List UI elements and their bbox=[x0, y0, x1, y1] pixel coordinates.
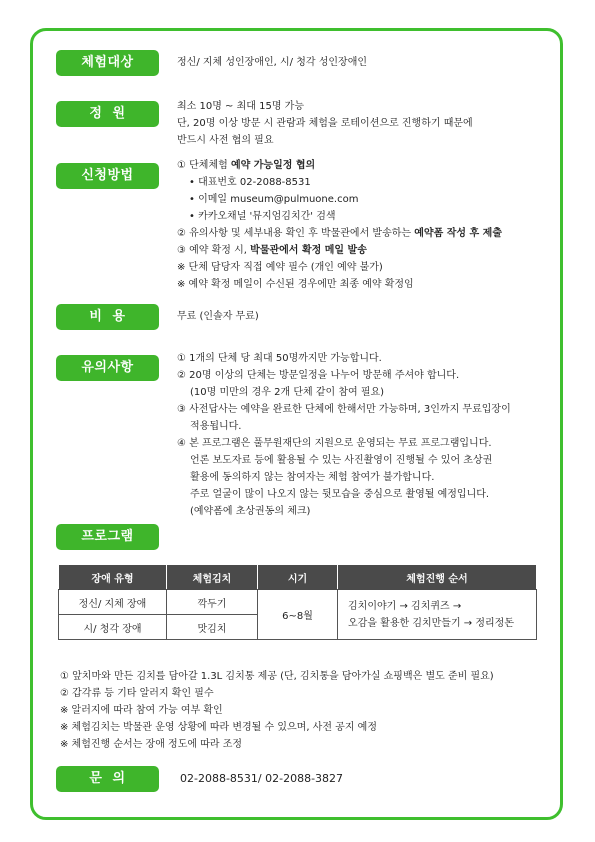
footnote: ※ 알러지에 따라 참여 가능 여부 확인 bbox=[60, 705, 223, 716]
order-line: 김치이야기 → 김치퀴즈 → bbox=[348, 600, 462, 612]
table-row bbox=[59, 590, 537, 615]
footnote: ① 앞치마와 만든 김치를 담아갈 1.3L 김치통 제공 (단, 김치통을 담아가실 쇼핑백은 별도 준비 필요) bbox=[60, 671, 494, 682]
apply-line: ※ 예약 확정 메일이 수신된 경우에만 최종 예약 확정임 bbox=[177, 279, 414, 290]
apply-line: ③ 예약 확정 시, 박물관에서 확정 메일 발송 bbox=[177, 245, 367, 256]
notes-line: (10명 미만의 경우 2개 단체 같이 참여 필요) bbox=[190, 387, 385, 398]
footnote: ※ 체험김치는 박물관 운영 상황에 따라 변경될 수 있으며, 사전 공지 예정 bbox=[60, 722, 378, 733]
program-header-row bbox=[59, 565, 537, 590]
apply-line: ② 유의사항 및 세부내용 확인 후 박물관에서 발송하는 예약폼 작성 후 제출 bbox=[177, 228, 502, 239]
notes-line: 활용에 동의하지 않는 참여자는 체험 참여가 불가합니다. bbox=[190, 472, 435, 483]
notes-line: 주로 얼굴이 많이 나오지 않는 뒷모습을 중심으로 촬영될 예정입니다. bbox=[190, 489, 490, 500]
notes-line: ④ 본 프로그램은 풀무원재단의 지원으로 운영되는 무료 프로그램입니다. bbox=[177, 438, 492, 449]
notes-label: 유의사항 bbox=[56, 355, 159, 381]
footnotes bbox=[60, 668, 494, 753]
cell-period: 6~8월 bbox=[258, 590, 338, 640]
header-order: 체험진행 순서 bbox=[338, 565, 537, 590]
cell-kimchi: 맛김치 bbox=[167, 615, 258, 640]
target-text: 정신/ 지체 성인장애인, 시/ 청각 성인장애인 bbox=[177, 57, 368, 68]
capacity-text bbox=[177, 98, 473, 149]
notes-line: (예약폼에 초상권동의 체크) bbox=[190, 506, 311, 517]
notes-line: 언론 보도자료 등에 활용될 수 있는 사진촬영이 진행될 수 있어 초상권 bbox=[190, 455, 493, 466]
capacity-line: 단, 20명 이상 방문 시 관람과 체험을 로테이션으로 진행하기 때문에 bbox=[177, 118, 473, 129]
contact-label: 문 의 bbox=[56, 766, 159, 792]
header-kimchi: 체험김치 bbox=[167, 565, 258, 590]
apply-line: ※ 단체 담당자 직접 예약 필수 (개인 예약 불가) bbox=[177, 262, 383, 273]
program-label: 프로그램 bbox=[56, 524, 159, 550]
notes-line: ① 1개의 단체 당 최대 50명까지만 가능합니다. bbox=[177, 353, 382, 364]
apply-line: ① 단체체험 예약 가능일정 협의 bbox=[177, 160, 316, 171]
footnote: ② 갑각류 등 기타 알러지 확인 필수 bbox=[60, 688, 214, 699]
capacity-line: 반드시 사전 협의 필요 bbox=[177, 135, 274, 146]
program-table bbox=[58, 564, 537, 640]
capacity-line: 최소 10명 ~ 최대 15명 가능 bbox=[177, 101, 305, 112]
notes-line: 적용됩니다. bbox=[190, 421, 242, 432]
cell-kimchi: 깍두기 bbox=[167, 590, 258, 615]
notes-text bbox=[177, 350, 511, 520]
apply-text bbox=[177, 157, 502, 293]
fee-label: 비 용 bbox=[56, 304, 159, 330]
contact-text: 02-2088-8531/ 02-2088-3827 bbox=[180, 772, 344, 785]
fee-text: 무료 (인솔자 무료) bbox=[177, 311, 259, 322]
capacity-label: 정 원 bbox=[56, 101, 159, 127]
target-label: 체험대상 bbox=[56, 50, 159, 76]
cell-type: 정신/ 지체 장애 bbox=[59, 590, 167, 615]
cell-type: 시/ 청각 장애 bbox=[59, 615, 167, 640]
apply-kakao: • 카카오채널 '뮤지엄김치간' 검색 bbox=[189, 211, 336, 222]
apply-label: 신청방법 bbox=[56, 163, 159, 189]
notes-line: ② 20명 이상의 단체는 방문일정을 나누어 방문해 주셔야 합니다. bbox=[177, 370, 460, 381]
cell-order bbox=[338, 590, 537, 640]
footnote: ※ 체험진행 순서는 장애 정도에 따라 조정 bbox=[60, 739, 243, 750]
order-line: 오감을 활용한 김치만들기 → 정리정돈 bbox=[348, 617, 514, 629]
header-period: 시기 bbox=[258, 565, 338, 590]
notes-line: ③ 사전답사는 예약을 완료한 단체에 한해서만 가능하며, 3인까지 무료입장이 bbox=[177, 404, 511, 415]
apply-phone: • 대표번호 02-2088-8531 bbox=[189, 177, 311, 188]
apply-email: • 이메일 museum@pulmuone.com bbox=[189, 194, 359, 205]
header-type: 장애 유형 bbox=[59, 565, 167, 590]
